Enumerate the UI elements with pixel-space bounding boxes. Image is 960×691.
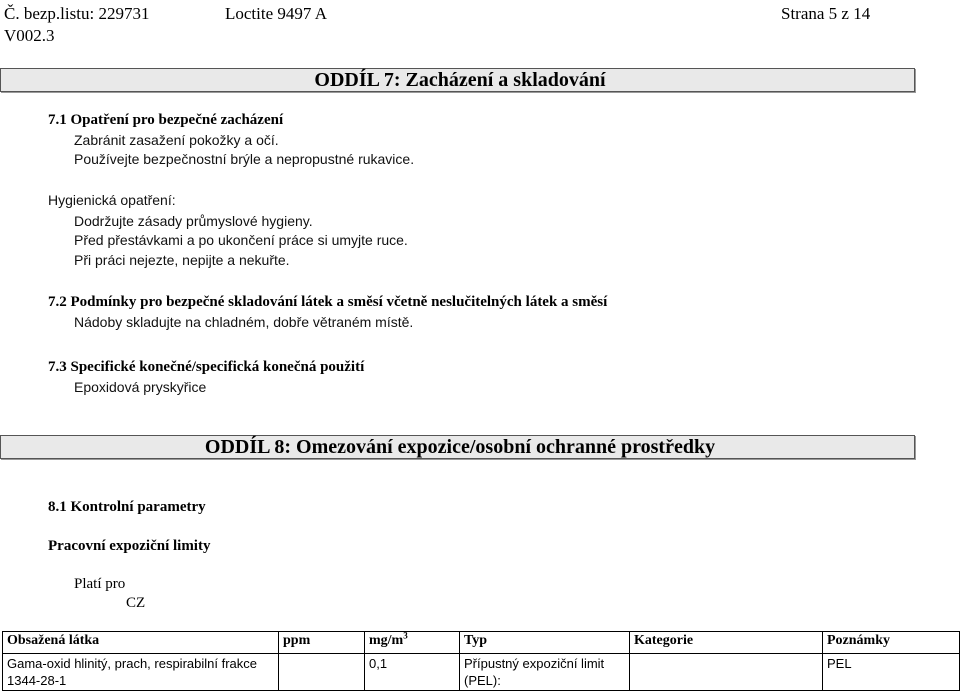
sheet-number: Č. bezp.listu: 229731 (4, 4, 150, 23)
cell-mgm3: 0,1 (365, 654, 460, 691)
hygiene-line-3: Při práci nejezte, nepijte a nekuřte. (74, 252, 290, 268)
s81-heading: 8.1 Kontrolní parametry (48, 499, 206, 515)
s72-line: Nádoby skladujte na chladném, dobře větraném místě. (74, 314, 414, 330)
hygiene-heading: Hygienická opatření: (48, 192, 176, 208)
valid-for-label: Platí pro (74, 576, 126, 592)
exposure-limits-table (2, 631, 960, 691)
col-category: Kategorie (630, 632, 823, 654)
col-ppm: ppm (279, 632, 365, 654)
col-remarks: Poznámky (823, 632, 960, 654)
hygiene-line-2: Před přestávkami a po ukončení práce si umyjte ruce. (74, 232, 408, 248)
cell-category (630, 654, 823, 691)
country-code: CZ (126, 595, 146, 611)
section7-title: ODDÍL 7: Zacházení a skladování (314, 69, 606, 91)
s71-heading: 7.1 Opatření pro bezpečné zacházení (48, 112, 284, 128)
version: V002.3 (4, 26, 55, 45)
s73-line: Epoxidová pryskyřice (74, 379, 207, 395)
col-mgm3: $mg/m^3$ (365, 632, 460, 654)
cell-ppm (279, 654, 365, 691)
s71-line-1: Zabránit zasažení pokožky a očí. (74, 132, 279, 148)
col-type: Typ (460, 632, 630, 654)
cell-substance: Gama-oxid hlinitý, prach, respirabilní frakce 1344-28-1 (3, 654, 279, 691)
hygiene-line-1: Dodržujte zásady průmyslové hygieny. (74, 213, 313, 229)
table-header-row (3, 632, 960, 654)
s73-heading: 7.3 Specifické konečné/specifická konečná použití (48, 359, 365, 375)
cell-remarks: PEL (823, 654, 960, 691)
section8-title: ODDÍL 8: Omezování expozice/osobní ochranné prostředky (204, 436, 716, 458)
limits-heading: Pracovní expoziční limity (48, 538, 211, 554)
product-name: Loctite 9497 A (225, 4, 327, 23)
col-substance: Obsažená látka (3, 632, 279, 654)
s72-heading: 7.2 Podmínky pro bezpečné skladování látek a směsí včetně neslučitelných látek a směsí (48, 294, 608, 310)
cell-type: Přípustný expoziční limit (PEL): (460, 654, 630, 691)
s71-line-2: Používejte bezpečnostní brýle a nepropustné rukavice. (74, 151, 415, 167)
page-indicator: Strana 5 z 14 (781, 4, 871, 23)
table-row (3, 654, 960, 691)
